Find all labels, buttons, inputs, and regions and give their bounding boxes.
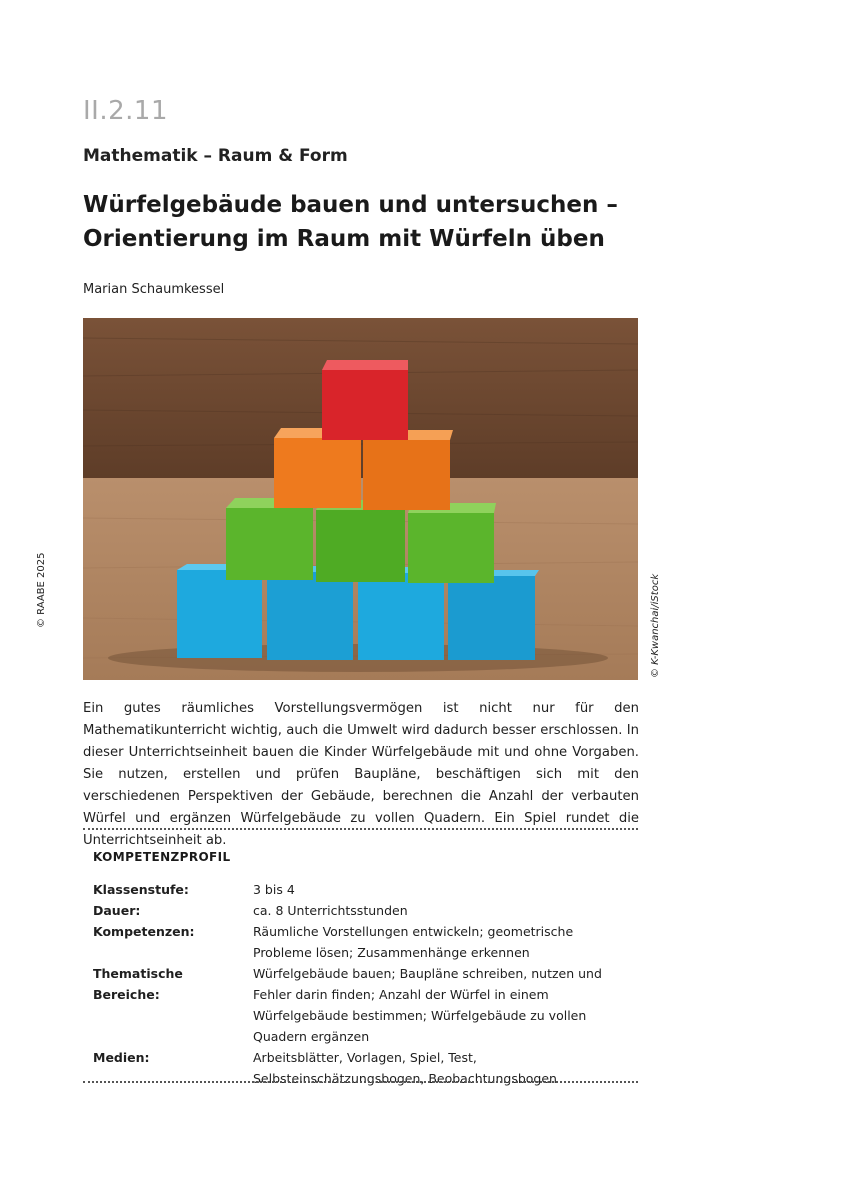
- profile-label: Medien:: [93, 1050, 150, 1065]
- cube-pyramid-photo-icon: [83, 318, 638, 680]
- profile-label: Kompetenzen:: [93, 924, 195, 939]
- profile-value: Arbeitsblätter, Vorlagen, Spiel, Test, Selbsteinschätzungsbogen, Beobachtungsbogen: [253, 1050, 557, 1086]
- profile-row: [93, 921, 633, 963]
- profile-row: [93, 963, 633, 1047]
- profile-row: [93, 900, 633, 921]
- page-title: [83, 188, 643, 256]
- profile-label: Thematische Bereiche:: [93, 966, 183, 1002]
- green-cubes: [226, 498, 496, 583]
- author: Marian Schaumkessel: [83, 282, 225, 297]
- hero-image: [83, 318, 638, 680]
- title-line-2: Orientierung im Raum mit Würfeln üben: [83, 226, 605, 252]
- intro-paragraph: Ein gutes räumliches Vorstellungsvermögen ist nicht nur für den Mathematikunterricht wichtig, auch die Umwelt wird dadurch besser erschlossen. In dieser Unterrichtseinheit bauen die Kinder Würfelgebäude mit und ohne Vorgaben. Sie nutzen, erstellen und prüfen Baupläne, beschäftigen sich mit den verschiedenen Perspektiven der Gebäude, berechnen die Anzahl der verbauten Würfel und ergänzen Würfelgebäude zu vollen Quadern. Ein Spiel rundet die Unterrichtseinheit ab.: [83, 701, 639, 848]
- profile-row: [93, 879, 633, 900]
- profile-label: Klassenstufe:: [93, 882, 189, 897]
- profile-value: Würfelgebäude bauen; Baupläne schreiben, nutzen und Fehler darin finden; Anzahl der Würfel in einem Würfelgebäude bestimmen; Würfelgebäude zu vollen Quadern ergänzen: [253, 966, 602, 1044]
- side-copyright: © RAABE 2025: [36, 552, 47, 628]
- subject-heading: Mathematik – Raum & Form: [83, 146, 348, 166]
- title-line-1: Würfelgebäude bauen und untersuchen –: [83, 192, 618, 218]
- photo-credit: © K-Kwanchai/iStock: [650, 573, 661, 678]
- profile-value: ca. 8 Unterrichtsstunden: [253, 903, 408, 918]
- profile-heading: KOMPETENZPROFIL: [93, 850, 231, 864]
- orange-cubes: [274, 428, 453, 510]
- profile-value: 3 bis 4: [253, 882, 295, 897]
- divider-top: [83, 828, 638, 830]
- unit-code: II.2.11: [83, 96, 168, 126]
- profile-value: Räumliche Vorstellungen entwickeln; geometrische Probleme lösen; Zusammenhänge erkennen: [253, 924, 574, 960]
- profile-label: Dauer:: [93, 903, 141, 918]
- red-cube: [322, 360, 408, 440]
- divider-bottom: [83, 1081, 638, 1083]
- competence-profile: [93, 879, 633, 1089]
